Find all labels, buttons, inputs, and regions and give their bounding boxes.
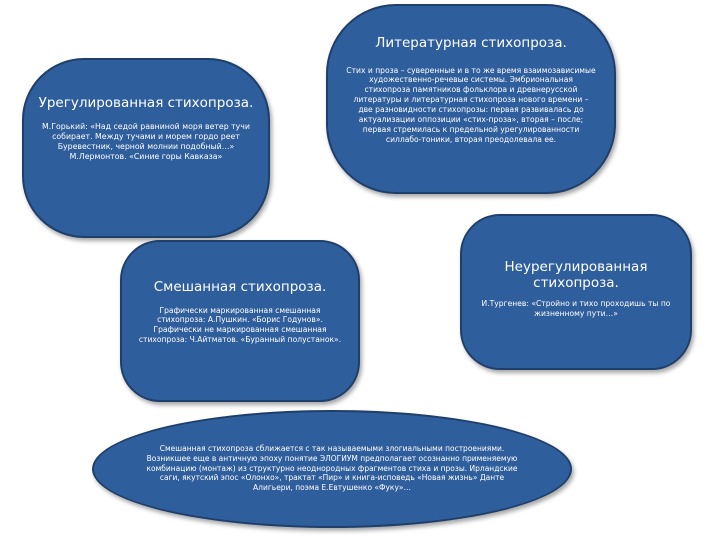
node-regulated-title: Урегулированная стихопроза. [38,95,254,111]
node-elogium-note [92,410,572,528]
node-irregular-body: И.Тургенев: «Стройно и тихо проходишь ты по жизненному пути…» [481,299,671,318]
node-mixed-verse-prose [120,240,360,402]
node-literary-verse-prose [326,4,616,194]
node-irregular-title: Неурегулированная стихопроза. [504,259,648,291]
node-irregular-verse-prose [460,214,692,370]
node-regulated-verse-prose [22,58,270,238]
node-mixed-body: Графически маркированная смешанная стихопроза: А.Пушкин. «Борис Годунов». Графически не маркированная смешанная стихопроза: Ч.Айтматов. «Буранный полустанок». [138,305,342,345]
node-mixed-title: Смешанная стихопроза. [153,279,327,295]
node-literary-body: Стих и проза – суверенные и в то же время взаимозависимые художественно-речевые системы. Эмбриональная стихопроза памятников фольклора и древнерусской литературы и литературная стихопроза нового времени – две разновидности стихопрозы: первая развивалась до актуализации оппозиции «стих-проза», вторая – после; первая стремилась к предельной урегулированности силлабо-тоники, вторая преодолевала ее. [346,65,596,144]
node-regulated-body: М.Горький: «Над седой равниной моря ветер тучи собирает. Между тучами и морем гордо реет Буревестник, черной молнии подобный…» М.Лермонтов. «Синие горы Кавказа» [42,121,250,161]
node-elogium-body: Смешанная стихопроза сближается с так называемыми злогиальными построениями. Возникшее еще в античную эпоху понятие ЭЛОГИУМ предполагает осознанно применяемую комбинацию (монтаж) из структурно неоднородных фрагментов стиха и прозы. Ирландские саги, якутский эпос «Олонхо», трактат «Пир» и книга-исповедь «Новая жизнь» Данте Алигьери, поэма Е.Евтушенко «Фуку»… [146,444,518,492]
node-literary-title: Литературная стихопроза. [375,35,567,51]
